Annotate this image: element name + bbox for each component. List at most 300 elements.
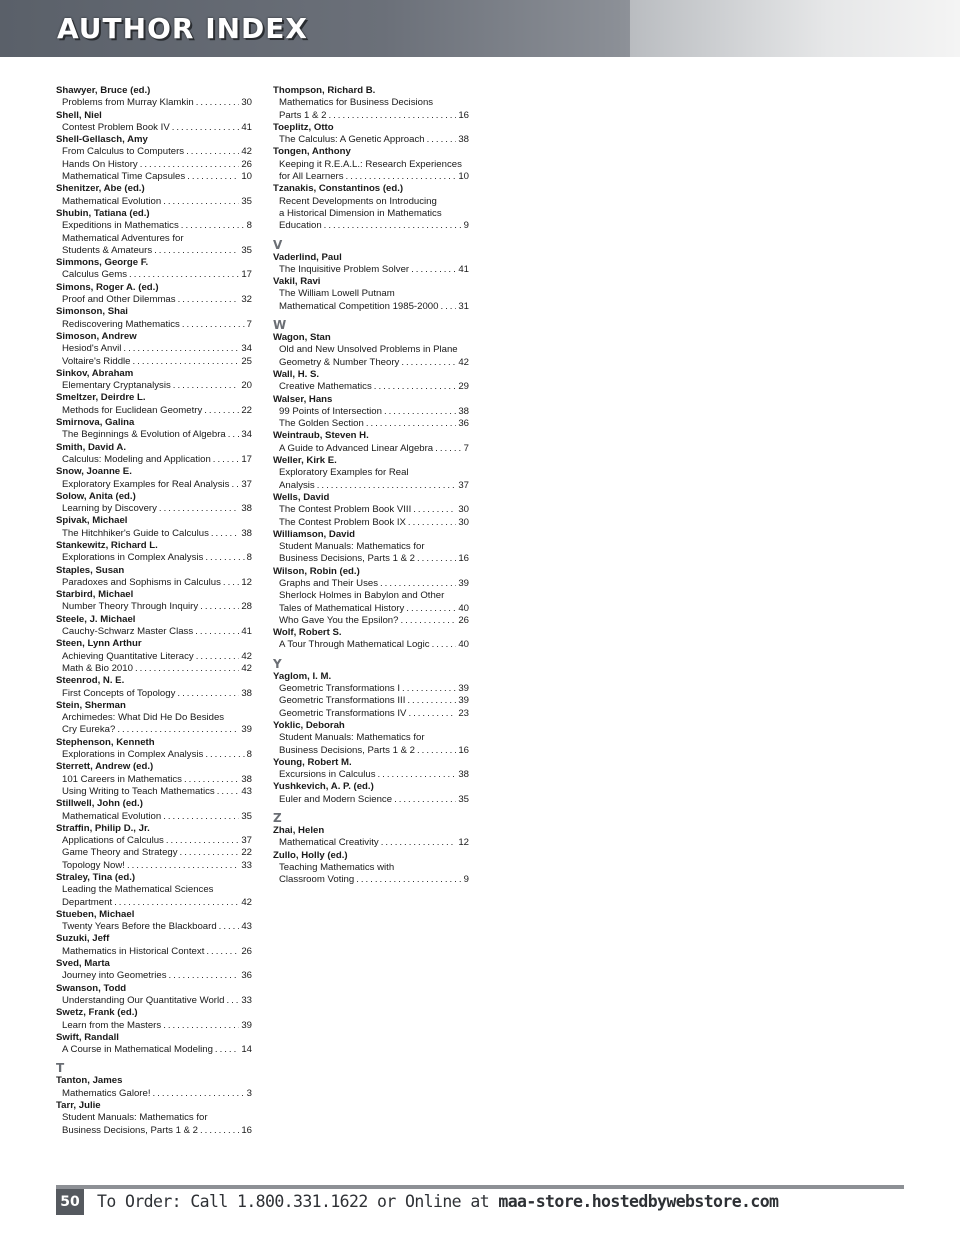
book-title-line: Recent Developments on Introducing [279,195,437,207]
author-name: Smirnova, Galina [56,417,135,429]
author-name: Steenrod, N. E. [56,675,125,687]
page-ref: 10 [241,171,252,183]
author-name: Zhai, Helen [273,825,325,837]
dot-leader [133,356,240,368]
author-name: Stillwell, John (ed.) [56,798,143,810]
book-title: Problems from Murray Klamkin [62,97,194,109]
book-entry [56,688,252,700]
author-name: Wall, H. S. [273,368,320,380]
book-entry [273,683,469,695]
page-ref: 43 [241,921,252,933]
page-ref: 39 [241,724,252,736]
book-title-line: Old and New Unsolved Problems in Plane [279,344,458,356]
book-title-line: The William Lowell Putnam [279,288,395,300]
book-title: Number Theory Through Inquiry [62,601,199,613]
author-name: Simons, Roger A. (ed.) [56,281,159,293]
author-name: Tongen, Anthony [273,146,351,158]
author-name: Smeltzer, Deirdre L. [56,392,146,404]
page-ref: 36 [458,418,469,430]
dot-leader [408,708,456,720]
section-letter: T [56,1061,65,1076]
order-info [97,1190,778,1216]
book-entry [56,343,252,355]
section-letter: Z [273,811,282,826]
book-title-line: Exploratory Examples for Real [279,467,409,479]
book-title: Business Decisions, Parts 1 & 2 [62,1124,198,1136]
book-entry [56,651,252,663]
book-entry [56,970,252,982]
book-title: Learning by Discovery [62,503,157,515]
book-entry [56,479,252,491]
book-entry [273,695,469,707]
book-entry [273,769,469,781]
book-entry [56,811,252,823]
author-name: Vaderlind, Paul [273,251,342,263]
author-name: Simmons, George F. [56,257,149,269]
page-ref: 38 [241,773,252,785]
dot-leader [407,695,456,707]
author-name: Shenitzer, Abe (ed.) [56,183,145,195]
book-entry [56,1125,252,1137]
dot-leader [215,1044,239,1056]
book-entry [56,835,252,847]
dot-leader [177,688,239,700]
book-entry [56,220,252,232]
dot-leader [169,970,240,982]
book-title: Education [279,220,322,232]
book-entry [273,553,469,565]
page-ref: 37 [241,478,252,490]
book-entry [56,921,252,933]
book-entry [273,745,469,757]
book-title: Learn from the Masters [62,1019,162,1031]
page-ref: 37 [458,479,469,491]
footer-rule [56,1185,904,1189]
dot-leader [153,1088,245,1100]
dot-leader [356,874,461,886]
page-ref: 35 [458,793,469,805]
author-name: Walser, Hans [273,393,333,405]
dot-leader [172,122,240,134]
book-title: Analysis [279,479,315,491]
section-letter: V [273,237,283,252]
book-entry [56,601,252,613]
book-title: for All Learners [279,171,344,183]
dot-leader [187,171,239,183]
dot-leader [163,811,239,823]
page-ref: 39 [458,683,469,695]
page-ref: 12 [241,576,252,588]
dot-leader [159,503,239,515]
book-title: Hands On History [62,158,138,170]
author-name: Wagon, Stan [273,332,331,344]
book-title: First Concepts of Topology [62,687,176,699]
page-ref: 28 [241,601,252,613]
book-entry [273,504,469,516]
dot-leader [163,1020,239,1032]
dot-leader [408,517,456,529]
page-ref: 40 [458,639,469,651]
author-name: Steele, J. Michael [56,613,136,625]
book-title: Business Decisions, Parts 1 & 2 [279,744,415,756]
book-title: Cauchy-Schwarz Master Class [62,626,194,638]
dot-leader [205,552,244,564]
book-title: Applications of Calculus [62,835,164,847]
book-title: Tales of Mathematical History [279,602,405,614]
author-name: Stueben, Michael [56,908,135,920]
book-entry [56,774,252,786]
book-title: The Golden Section [279,418,364,430]
page-ref: 39 [458,695,469,707]
book-entry [56,897,252,909]
book-title: Geometry & Number Theory [279,356,400,368]
author-name: Simoson, Andrew [56,330,137,342]
dot-leader [223,577,239,589]
book-entry [56,97,252,109]
page-ref: 34 [241,343,252,355]
book-entry [56,1088,252,1100]
book-entry [56,405,252,417]
section-letter: W [273,318,287,333]
book-title: The Contest Problem Book VIII [279,504,412,516]
book-title: Journey into Geometries [62,970,167,982]
book-entry [56,294,252,306]
dot-leader [394,794,456,806]
book-entry [56,847,252,859]
book-entry [56,159,252,171]
dot-leader [328,110,456,122]
book-title: Geometric Transformations IV [279,707,407,719]
dot-leader [196,651,240,663]
page-ref: 3 [246,1087,252,1099]
book-entry [273,480,469,492]
book-title-line: Student Manuals: Mathematics for [62,1112,208,1124]
section-letter: Y [273,656,282,671]
dot-leader [317,480,457,492]
dot-leader [117,724,239,736]
book-title: Expeditions in Mathematics [62,220,179,232]
page-ref: 41 [241,121,252,133]
book-entry [56,724,252,736]
book-title-line: Mathematical Adventures for [62,232,184,244]
author-name: Stankewitz, Richard L. [56,539,158,551]
book-entry [56,626,252,638]
book-title: Mathematical Creativity [279,837,379,849]
page-ref: 7 [463,442,469,454]
dot-leader [219,921,240,933]
page-ref: 23 [458,707,469,719]
book-title-line: a Historical Dimension in Mathematics [279,207,442,219]
page-ref: 26 [458,614,469,626]
book-entry [56,786,252,798]
book-title-line: Student Manuals: Mathematics for [279,541,425,553]
book-title: Mathematical Evolution [62,810,162,822]
author-name: Snow, Joanne E. [56,466,132,478]
page-ref: 38 [458,405,469,417]
book-entry [56,356,252,368]
book-entry [273,264,469,276]
page-ref: 39 [241,1019,252,1031]
author-name: Tzanakis, Constantinos (ed.) [273,183,404,195]
book-entry [56,946,252,958]
dot-leader [324,220,462,232]
book-entry [273,874,469,886]
author-name: Sterrett, Andrew (ed.) [56,761,154,773]
page-ref: 16 [458,553,469,565]
author-name: Wolf, Robert S. [273,627,342,639]
book-title: Explorations in Complex Analysis [62,749,204,761]
book-title: Voltaire's Riddle [62,355,131,367]
dot-leader [402,683,456,695]
book-title: Using Writing to Teach Mathematics [62,785,215,797]
book-entry [56,577,252,589]
book-entry [273,357,469,369]
dot-leader [204,405,239,417]
book-entry [56,503,252,515]
book-entry [273,381,469,393]
book-entry [56,454,252,466]
dot-leader [178,294,240,306]
book-title: Classroom Voting [279,874,355,886]
dot-leader [384,406,456,418]
book-title-line: Archimedes: What Did He Do Besides [62,712,225,724]
author-name: Vakil, Ravi [273,276,321,288]
book-title: Calculus: Modeling and Application [62,453,211,465]
dot-leader [401,357,456,369]
book-title: From Calculus to Computers [62,146,185,158]
page-ref: 22 [241,847,252,859]
book-title-line: Mathematics for Business Decisions [279,97,434,109]
header-band-light [630,0,960,57]
book-title: 99 Points of Intersection [279,405,382,417]
book-title: Understanding Our Quantitative World [62,994,225,1006]
book-title: Rediscovering Mathematics [62,318,180,330]
dot-leader [182,319,245,331]
page-ref: 39 [458,577,469,589]
page-ref: 16 [241,1124,252,1136]
book-title: Mathematical Time Capsules [62,171,186,183]
book-entry [273,615,469,627]
book-title-line: Student Manuals: Mathematics for [279,732,425,744]
book-title: Mathematics Galore! [62,1087,151,1099]
book-title: Department [62,896,113,908]
book-title: Geometric Transformations I [279,683,401,695]
book-title: The Contest Problem Book IX [279,516,406,528]
author-name: Yaglom, I. M. [273,670,332,682]
author-name: Steen, Lynn Arthur [56,638,142,650]
book-entry [273,708,469,720]
dot-leader [217,786,240,798]
dot-leader [374,381,457,393]
dot-leader [381,837,457,849]
book-title: Math & Bio 2010 [62,662,133,674]
book-title: A Tour Through Mathematical Logic [279,639,430,651]
page-ref: 8 [246,749,252,761]
author-name: Stein, Sherman [56,699,126,711]
page-number: 50 [56,1189,84,1215]
book-title: Proof and Other Dilemmas [62,294,176,306]
dot-leader [140,159,240,171]
book-title: Calculus Gems [62,269,128,281]
book-entry [273,418,469,430]
book-entry [56,552,252,564]
page-ref: 16 [458,109,469,121]
page-ref: 8 [246,552,252,564]
author-name: Williamson, David [273,528,356,540]
author-name: Starbird, Michael [56,589,134,601]
book-entry [273,406,469,418]
book-title-line: Keeping it R.E.A.L.: Research Experiences [279,158,462,170]
page-ref: 35 [241,244,252,256]
page-ref: 41 [458,263,469,275]
book-entry [273,639,469,651]
order-url-link[interactable]: maa-store.hostedbywebstore.com [498,1192,779,1211]
book-title: Graphs and Their Uses [279,577,379,589]
page-ref: 33 [241,859,252,871]
dot-leader [417,745,456,757]
page-ref: 30 [241,97,252,109]
page-ref: 40 [458,602,469,614]
author-name: Toeplitz, Otto [273,121,334,133]
page-ref: 42 [458,356,469,368]
dot-leader [163,196,239,208]
page-ref: 32 [241,294,252,306]
page-ref: 22 [241,404,252,416]
book-entry [56,749,252,761]
dot-leader [180,847,240,859]
author-name: Yoklic, Deborah [273,719,345,731]
dot-leader [213,454,240,466]
dot-leader [166,835,239,847]
book-title: Hesiod's Anvil [62,343,122,355]
book-entry [56,995,252,1007]
dot-leader [195,626,239,638]
book-entry [273,171,469,183]
book-title: 101 Careers in Mathematics [62,773,182,785]
page-ref: 29 [458,381,469,393]
dot-leader [440,301,456,313]
page-ref: 43 [241,785,252,797]
dot-leader [417,553,456,565]
page-ref: 12 [458,837,469,849]
book-title: Contest Problem Book IV [62,121,170,133]
book-title: Elementary Cryptanalysis [62,380,171,392]
book-title: The Calculus: A Genetic Approach [279,134,425,146]
page-ref: 38 [241,527,252,539]
page-ref: 42 [241,662,252,674]
author-name: Zullo, Holly (ed.) [273,849,348,861]
author-name: Solow, Anita (ed.) [56,490,136,502]
author-name: Shawyer, Bruce (ed.) [56,85,151,96]
author-name: Straley, Tina (ed.) [56,872,136,883]
book-entry [56,663,252,675]
book-title: Excursions in Calculus [279,769,376,781]
page-ref: 37 [241,835,252,847]
book-title: A Course in Mathematical Modeling [62,1044,213,1056]
book-title: Students & Amateurs [62,244,153,256]
author-name: Wilson, Robin (ed.) [273,565,360,577]
author-name: Wells, David [273,491,330,503]
book-entry [273,220,469,232]
dot-leader [196,97,240,109]
book-title-line: Sherlock Holmes in Babylon and Other [279,590,445,602]
book-title: Cry Eureka? [62,724,116,736]
page-ref: 9 [463,220,469,232]
dot-leader [346,171,457,183]
book-title: Mathematical Competition 1985-2000 [279,300,439,312]
author-name: Thompson, Richard B. [273,85,376,96]
page-ref: 8 [246,220,252,232]
book-entry [56,1044,252,1056]
book-entry [273,134,469,146]
author-name: Smith, David A. [56,441,127,453]
dot-leader [135,663,239,675]
book-entry [273,794,469,806]
author-name: Suzuki, Jeff [56,933,110,945]
dot-leader [129,269,239,281]
book-entry [273,517,469,529]
page-ref: 25 [241,355,252,367]
author-name: Shell, Niel [56,109,102,121]
author-name: Tanton, James [56,1075,123,1087]
page-ref: 36 [241,970,252,982]
book-entry [56,380,252,392]
book-entry [273,443,469,455]
page-ref: 35 [241,195,252,207]
book-entry [56,196,252,208]
dot-leader [378,769,457,781]
author-name: Staples, Susan [56,564,125,576]
author-name: Swetz, Frank (ed.) [56,1007,138,1019]
dot-leader [200,601,239,613]
book-title: A Guide to Advanced Linear Algebra [279,442,434,454]
author-name: Weintraub, Steven H. [273,430,369,442]
book-title: Parts 1 & 2 [279,109,327,121]
book-entry [273,301,469,313]
author-name: Weller, Kirk E. [273,455,337,467]
dot-leader [123,343,239,355]
page-ref: 38 [458,134,469,146]
book-title: Exploratory Examples for Real Analysis [62,478,230,490]
book-entry [56,171,252,183]
book-title-line: Teaching Mathematics with [279,861,395,873]
book-title: Mathematical Evolution [62,195,162,207]
book-title: Mathematics in Historical Context [62,945,205,957]
book-title: Topology Now! [62,859,125,871]
page-ref: 41 [241,626,252,638]
book-title: The Hitchhiker's Guide to Calculus [62,527,209,539]
author-name: Stephenson, Kenneth [56,736,155,748]
book-title-line: Leading the Mathematical Sciences [62,884,214,896]
dot-leader [127,860,239,872]
author-name: Swift, Randall [56,1031,119,1043]
dot-leader [114,897,239,909]
author-name: Tarr, Julie [56,1100,101,1112]
page-ref: 26 [241,945,252,957]
page-ref: 34 [241,429,252,441]
page-ref: 17 [241,453,252,465]
dot-leader [173,380,240,392]
page-ref: 38 [241,503,252,515]
dot-leader [406,603,456,615]
dot-leader [206,946,239,958]
book-entry [56,269,252,281]
author-name: Shubin, Tatiana (ed.) [56,207,150,219]
dot-leader [400,615,456,627]
author-name: Straffin, Philip D., Jr. [56,822,150,834]
page-ref: 26 [241,158,252,170]
dot-leader [366,418,457,430]
